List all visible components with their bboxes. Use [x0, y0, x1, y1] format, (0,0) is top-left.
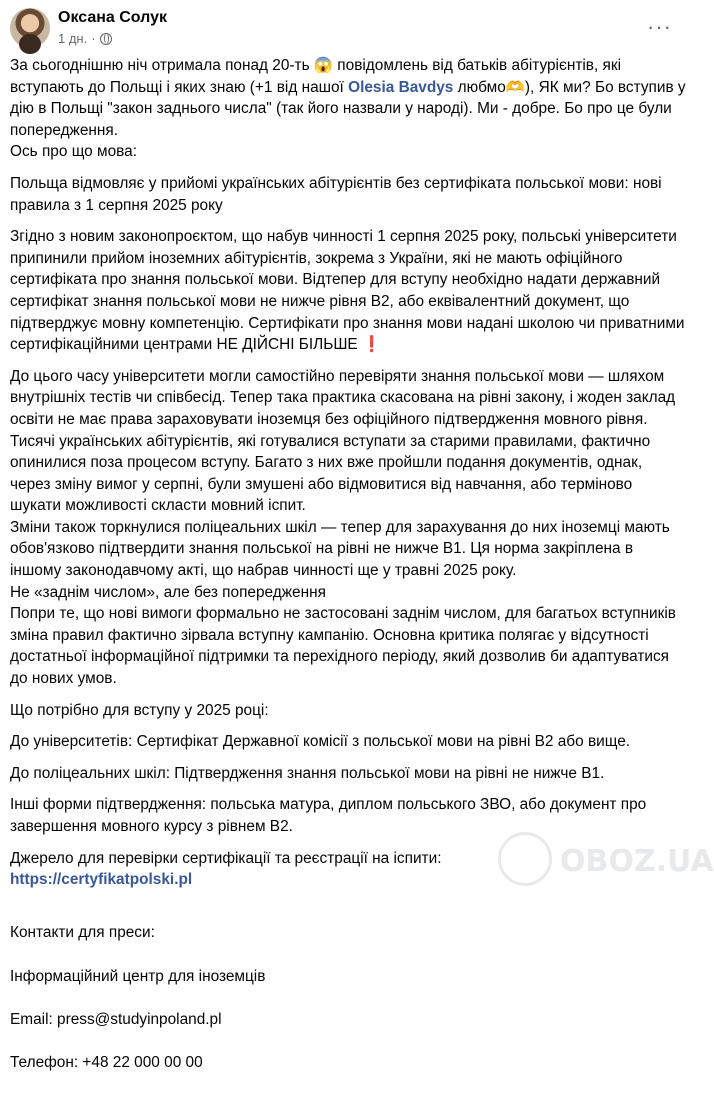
paragraph-requirements-title: Що потрібно для вступу у 2025 році:: [10, 701, 269, 719]
paragraph-headline: Польща відмовляє у прийомі українських абітурієнтів без сертифіката польської мови: нові правила з 1 серпня 2025 року: [10, 174, 662, 214]
contacts-title: Контакти для преси:: [10, 924, 155, 942]
post-meta: [58, 31, 112, 46]
source-label: Джерело для перевірки сертифікації та реєстрації на іспити:: [10, 849, 442, 867]
paragraph-other-forms: Інші форми підтвердження: польська матура, диплом польського ЗВО, або документ про завершення мовного курсу з рівнем B2.: [10, 796, 647, 835]
meta-separator: ·: [91, 31, 96, 46]
intro-text-1: За сьогоднішню ніч отримала понад 20-ть 😱 повідомлень від батьків абітурієнтів, які вступають до Польщі і яких знаю (+1 від нашої: [10, 57, 622, 96]
mention-link[interactable]: Olesia Bavdys: [348, 78, 454, 96]
intro-text-2: любмо🫶), ЯК ми? Бо вступив у дію в Польщі "закон заднього числа" (так його назвали у народі). Ми - добре. Бо про це були попередження.: [10, 78, 686, 139]
globe-icon: [100, 33, 112, 45]
paragraph-law: [10, 226, 686, 356]
contacts-phone: Телефон: +48 22 000 00 00: [10, 1053, 203, 1071]
paragraph-police-schools: До поліцеальних шкіл: Підтвердження знання польської мови на рівні не нижче B1.: [10, 764, 605, 782]
exclamation-icon: ❗: [361, 336, 382, 354]
author-name[interactable]: Оксана Солук: [58, 9, 168, 26]
watermark-logo-icon: [498, 832, 552, 886]
avatar[interactable]: [10, 8, 50, 48]
paragraph-universities: До університетів: Сертифікат Державної комісії з польської мови на рівні B2 або вище.: [10, 733, 631, 751]
post-body: [10, 55, 686, 1095]
paragraph-subject: Ось про що мова:: [10, 143, 137, 161]
post-time[interactable]: 1 дн.: [58, 31, 88, 46]
watermark: [498, 832, 714, 892]
paragraph-details: До цього часу університети могли самостійно перевіряти знання польської мови — шляхом внутрішніх тестів чи співбесід. Тепер така практика скасована на рівні закону, і жоден заклад освіти не має права зараховувати іноземця без офіційного підтвердження мовного рівня. Тисячі українських абітурієнтів, які готувалися вступати за старими правилами, фактично опинилися поза процесом вступу. Багато з них вже пройшли подання документів, однак, через зміну вимог у серпні, були змушені або відмовитися від навчання, або терміново шукати можливості скласти мовний іспит. Зміни також торкнулися поліцеальних шкіл — тепер для зарахування до них іноземці мають обов'язково підтвердити знання польської на рівні не нижче B1. Ця норма закріплена в іншому законодавчому акті, що набрав чинності ще у травні 2025 року. Не «заднім числом», але без попередження Попри те, що нові вимоги формально не застосовані заднім числом, для багатьох вступників зміна правил фактично зірвала вступну кампанію. Основна критика полягає у відсутності достатньої інформаційної підтримки та перехідного періоду, який дозволив би адаптуватися до нових умов.: [10, 367, 676, 688]
watermark-text: OBOZ.UA: [560, 844, 714, 879]
more-options-icon[interactable]: ···: [647, 14, 672, 39]
post-header: [10, 8, 686, 52]
paragraph-intro: [10, 55, 686, 141]
law-text: Згідно з новим законопроєктом, що набув чинності 1 серпня 2025 року, польські університети припинили прийом іноземних абітурієнтів, зокрема з України, які не мають офіційного сертифіката про знання польської мови. Відтепер для вступу необхідно надати державний сертифікат знання польської мови не нижче рівня B2, або еквівалентний документ, що підтверджує мовну компетенцію. Сертифікати про знання мови надані школою чи приватними сертифікаційними центрами НЕ ДІЙСНІ БІЛЬШЕ: [10, 228, 685, 354]
contacts-org: Інформаційний центр для іноземців: [10, 967, 266, 985]
paragraph-contacts: [10, 901, 686, 1095]
contacts-email: Email: press@studyinpoland.pl: [10, 1010, 222, 1028]
source-link[interactable]: https://certyfikatpolski.pl: [10, 871, 193, 889]
